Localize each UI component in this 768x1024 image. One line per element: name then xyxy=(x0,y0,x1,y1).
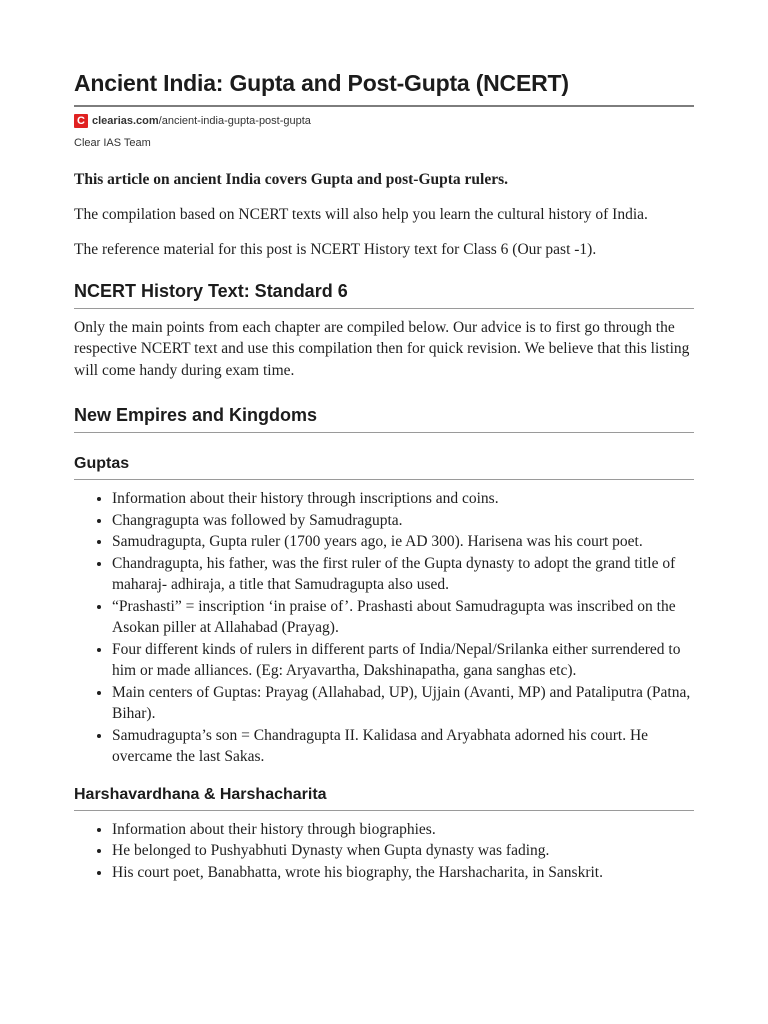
title-divider xyxy=(74,105,694,107)
intro-paragraph-1: The compilation based on NCERT texts will also help you learn the cultural history of India. xyxy=(74,205,648,223)
list-item: • Chandragupta, his father, was the first ruler of the Gupta dynasty to adopt the grand title of maharaj- adhiraja, a title that Samudragupta also used. xyxy=(112,553,694,596)
author-name: Clear IAS Team xyxy=(74,137,151,149)
guptas-list xyxy=(74,488,694,768)
source-link[interactable] xyxy=(74,113,694,129)
list-item: • Four different kinds of rulers in different parts of India/Nepal/Srilanka either surrendered to him or made alliances. (Eg: Aryavartha, Dakshinapatha, gana sanghas etc). xyxy=(112,639,694,682)
article-title: Ancient India: Gupta and Post-Gupta (NCERT) xyxy=(74,70,569,96)
list-item: • Information about their history through inscriptions and coins. xyxy=(112,488,694,510)
list-item: • Samudragupta’s son = Chandragupta II. Kalidasa and Aryabhata adorned his court. He overcame the last Sakas. xyxy=(112,725,694,768)
list-item: • Information about their history through biographies. xyxy=(112,819,694,841)
list-item: • “Prashasti” = inscription ‘in praise of’. Prashasti about Samudragupta was inscribed on the Asokan piller at Allahabad (Prayag). xyxy=(112,596,694,639)
harsha-list xyxy=(74,819,694,884)
subheading-harsha: Harshavardhana & Harshacharita xyxy=(74,785,327,803)
subsection-divider xyxy=(74,810,694,811)
source-domain[interactable]: clearias.com xyxy=(92,115,159,127)
list-item: • Main centers of Guptas: Prayag (Allahabad, UP), Ujjain (Avanti, MP) and Pataliputra (Patna, Bihar). xyxy=(112,682,694,725)
source-path[interactable]: /ancient-india-gupta-post-gupta xyxy=(158,115,311,127)
section-divider xyxy=(74,308,694,309)
section-paragraph: Only the main points from each chapter are compiled below. Our advice is to first go through the respective NCERT text and use this compilation then for quick revision. We believe that this listing will come handy during exam time. xyxy=(74,318,690,379)
clearias-logo-icon: C xyxy=(74,114,88,128)
subheading-guptas: Guptas xyxy=(74,455,130,472)
intro-lead: This article on ancient India covers Gupta and post-Gupta rulers. xyxy=(74,171,509,188)
list-item: • He belonged to Pushyabhuti Dynasty when Gupta dynasty was fading. xyxy=(112,840,694,862)
subsection-divider xyxy=(74,479,694,480)
section-divider xyxy=(74,432,694,433)
list-item: • His court poet, Banabhatta, wrote his biography, the Harshacharita, in Sanskrit. xyxy=(112,862,694,884)
list-item: • Samudragupta, Gupta ruler (1700 years ago, ie AD 300). Harisena was his court poet. xyxy=(112,531,694,553)
section-heading-ncert: NCERT History Text: Standard 6 xyxy=(74,280,348,301)
section-heading-empires: New Empires and Kingdoms xyxy=(74,405,318,425)
list-item: • Changragupta was followed by Samudragupta. xyxy=(112,510,694,532)
intro-paragraph-2: The reference material for this post is NCERT History text for Class 6 (Our past -1). xyxy=(74,241,597,258)
